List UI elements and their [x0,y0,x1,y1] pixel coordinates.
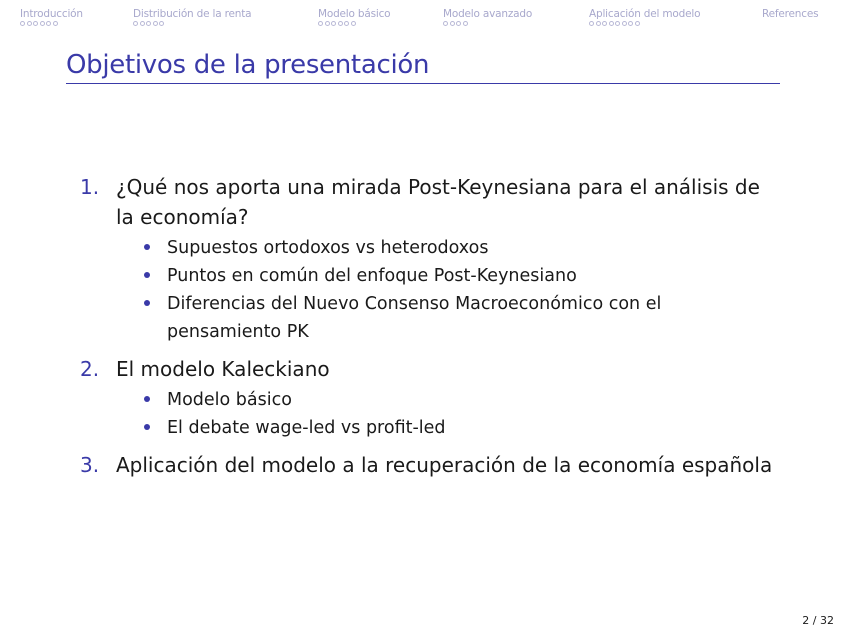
nav-section-label: Aplicación del modelo [589,8,701,20]
frame-dot[interactable] [351,21,356,26]
frame-dot[interactable] [33,21,38,26]
nav-frame-dots [589,21,700,27]
frame-dot[interactable] [153,21,158,26]
page-number: 2 / 32 [802,614,834,627]
bullet-icon [144,424,150,430]
frame-dot[interactable] [27,21,32,26]
frame-dot[interactable] [443,21,448,26]
nav-frame-dots [443,21,532,27]
nav-section-introduccion[interactable] [20,8,83,27]
sub-list-item [167,290,780,346]
frame-dot[interactable] [318,21,323,26]
sub-item-text: Puntos en común del enfoque Post-Keynesiano [167,266,577,286]
nav-section-label: Modelo básico [318,8,391,20]
nav-frame-dots [20,21,83,27]
frame-dot[interactable] [40,21,45,26]
sub-list [167,234,780,346]
frame-dot[interactable] [450,21,455,26]
objectives-list [80,172,780,488]
sub-list-item [167,234,780,262]
bullet-icon [144,244,150,250]
item-text: El modelo Kaleckiano [116,357,330,381]
list-item [80,172,780,346]
frame-dot[interactable] [20,21,25,26]
sub-list [167,386,780,442]
list-item [80,354,780,442]
nav-section-label: Modelo avanzado [443,8,533,20]
list-item [80,450,780,480]
nav-section-modelo-basico[interactable] [318,8,390,27]
page-title: Objetivos de la presentación [66,50,780,84]
sub-item-text: Modelo básico [167,390,292,410]
nav-section-label: Distribución de la renta [133,8,252,20]
frame-dot[interactable] [338,21,343,26]
item-text: Aplicación del modelo a la recuperación de la economía española [116,453,773,477]
bullet-icon [144,396,150,402]
frame-dot[interactable] [146,21,151,26]
frame-dot[interactable] [596,21,601,26]
frame-dot[interactable] [331,21,336,26]
section-navigation [0,8,848,38]
nav-section-aplicacion[interactable] [589,8,700,27]
frame-dot[interactable] [456,21,461,26]
frame-dot[interactable] [133,21,138,26]
sub-list-item [167,262,780,290]
nav-section-label: Introducción [20,8,83,20]
frame-dot[interactable] [325,21,330,26]
bullet-icon [144,272,150,278]
sub-item-text: Diferencias del Nuevo Consenso Macroeconómico con el pensamiento PK [167,294,662,342]
frame-dot[interactable] [602,21,607,26]
frame-dot[interactable] [622,21,627,26]
frame-dot[interactable] [46,21,51,26]
bullet-icon [144,300,150,306]
sub-list-item [167,386,780,414]
frame-dot[interactable] [344,21,349,26]
item-number: 1. [80,175,100,199]
item-text: ¿Qué nos aporta una mirada Post-Keynesiana para el análisis de la economía? [116,175,760,229]
nav-frame-dots [318,21,390,27]
frame-dot[interactable] [140,21,145,26]
nav-section-distribucion[interactable] [133,8,251,27]
frame-dot[interactable] [628,21,633,26]
frame-dot[interactable] [635,21,640,26]
frame-dot[interactable] [615,21,620,26]
sub-item-text: Supuestos ortodoxos vs heterodoxos [167,238,489,258]
nav-section-label: References [762,8,819,20]
frame-dot[interactable] [463,21,468,26]
nav-section-modelo-avanzado[interactable] [443,8,532,27]
item-number: 3. [80,453,100,477]
nav-frame-dots [133,21,251,27]
nav-section-references[interactable] [762,8,818,20]
frame-dot[interactable] [159,21,164,26]
frame-dot[interactable] [53,21,58,26]
frame-dot[interactable] [609,21,614,26]
frame-dot[interactable] [589,21,594,26]
sub-list-item [167,414,780,442]
sub-item-text: El debate wage-led vs profit-led [167,418,446,438]
item-number: 2. [80,357,100,381]
